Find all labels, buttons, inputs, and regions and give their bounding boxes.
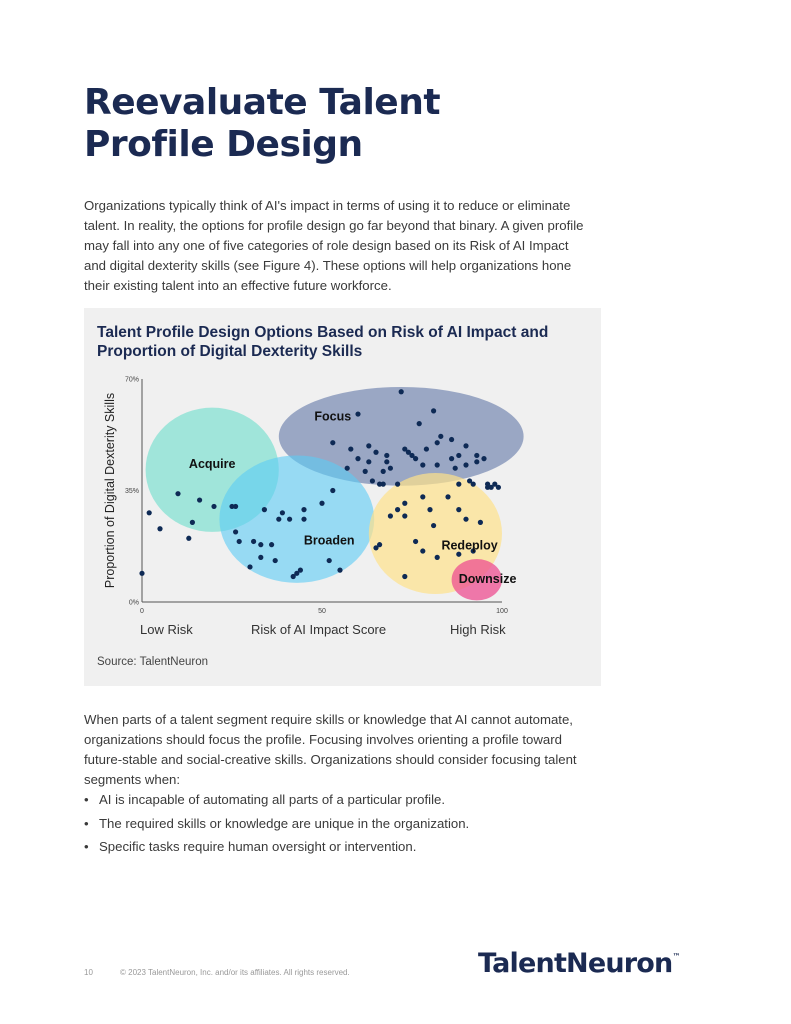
data-point xyxy=(402,501,407,506)
y-tick-label: 0% xyxy=(128,599,139,607)
data-point xyxy=(463,462,468,467)
data-point xyxy=(402,513,407,518)
figure-title-line-1: Talent Profile Design Options Based on Risk of AI Impact and xyxy=(97,324,549,341)
data-point xyxy=(247,564,252,569)
high-risk-label: High Risk xyxy=(450,622,506,637)
data-point xyxy=(298,568,303,573)
data-point xyxy=(330,488,335,493)
data-point xyxy=(445,494,450,499)
data-point xyxy=(420,462,425,467)
data-point xyxy=(276,517,281,522)
data-point xyxy=(237,539,242,544)
data-point xyxy=(402,574,407,579)
zone-broaden xyxy=(219,455,374,582)
data-point xyxy=(478,520,483,525)
data-point xyxy=(474,459,479,464)
data-point xyxy=(424,446,429,451)
data-point xyxy=(157,526,162,531)
data-point xyxy=(197,497,202,502)
talentneuron-logo xyxy=(478,948,680,979)
x-axis-title: Risk of AI Impact Score xyxy=(251,622,387,637)
data-point xyxy=(481,456,486,461)
y-tick-label: 35% xyxy=(124,488,139,495)
data-point xyxy=(474,453,479,458)
zone-label-redeploy: Redeploy xyxy=(441,538,498,553)
data-point xyxy=(438,434,443,439)
data-point xyxy=(463,517,468,522)
data-point xyxy=(301,517,306,522)
y-tick-label: 70% xyxy=(124,376,139,384)
scatter-chart xyxy=(84,308,601,628)
data-point xyxy=(413,456,418,461)
data-point xyxy=(233,529,238,534)
data-point xyxy=(139,571,144,576)
zone-label-downsize: Downsize xyxy=(458,571,517,586)
data-point xyxy=(211,504,216,509)
data-point xyxy=(363,469,368,474)
intro-paragraph: Organizations typically think of AI's impact in terms of using it to reduce or eliminate talent. In reality, the options for profile design go far beyond that binary. A given profile may fall into any one of five categories of role design based on its Risk of AI Impact and digital dexterity skills (see Figure 4). These options will help organizations hone their existing talent into an effective future workforce. xyxy=(84,198,584,293)
data-point xyxy=(273,558,278,563)
data-point xyxy=(485,485,490,490)
data-point xyxy=(370,478,375,483)
page-number: 10 xyxy=(84,968,93,977)
low-risk-label: Low Risk xyxy=(140,622,193,637)
data-point xyxy=(190,520,195,525)
zone-label-broaden: Broaden xyxy=(303,533,355,548)
data-point xyxy=(456,453,461,458)
data-point xyxy=(269,542,274,547)
logo-text: TalentNeuron xyxy=(478,948,673,979)
data-point xyxy=(435,440,440,445)
data-point xyxy=(377,542,382,547)
data-point xyxy=(337,568,342,573)
data-point xyxy=(435,555,440,560)
data-point xyxy=(384,459,389,464)
x-tick-label: 50 xyxy=(318,608,326,615)
focus-criteria-list xyxy=(84,790,469,861)
data-point xyxy=(456,482,461,487)
data-point xyxy=(427,507,432,512)
data-point xyxy=(395,482,400,487)
figure-4 xyxy=(84,308,601,686)
data-point xyxy=(413,539,418,544)
data-point xyxy=(348,446,353,451)
trademark-mark: ™ xyxy=(672,952,681,961)
data-point xyxy=(355,411,360,416)
data-point xyxy=(381,469,386,474)
data-point xyxy=(355,456,360,461)
list-item: • Specific tasks require human oversight or intervention. xyxy=(84,837,469,857)
data-point xyxy=(381,482,386,487)
data-point xyxy=(453,466,458,471)
y-axis-title: Proportion of Digital Dexterity Skills xyxy=(103,392,117,589)
x-tick-label: 0 xyxy=(140,608,144,615)
zone-label-acquire: Acquire xyxy=(188,457,236,472)
data-point xyxy=(388,513,393,518)
data-point xyxy=(301,507,306,512)
data-point xyxy=(366,443,371,448)
data-point xyxy=(456,507,461,512)
data-point xyxy=(258,542,263,547)
data-point xyxy=(287,517,292,522)
data-point xyxy=(449,437,454,442)
data-point xyxy=(327,558,332,563)
data-point xyxy=(395,507,400,512)
list-item: • The required skills or knowledge are unique in the organization. xyxy=(84,814,469,834)
focus-paragraph: When parts of a talent segment require skills or knowledge that AI cannot automate, organizations should focus the profile. Focusing involves orienting a profile toward future-stable and social-creative skills. Organizations should consider focusing talent segments when: xyxy=(84,712,577,787)
data-point xyxy=(175,491,180,496)
page-title-line-1: Reevaluate Talent xyxy=(84,82,441,123)
page-title-line-2: Profile Design xyxy=(84,124,363,165)
data-point xyxy=(251,539,256,544)
data-point xyxy=(399,389,404,394)
data-point xyxy=(345,466,350,471)
data-point xyxy=(402,446,407,451)
data-point xyxy=(388,466,393,471)
data-point xyxy=(431,408,436,413)
data-point xyxy=(384,453,389,458)
copyright-notice: © 2023 TalentNeuron, Inc. and/or its affiliates. All rights reserved. xyxy=(120,968,350,977)
data-point xyxy=(262,507,267,512)
data-point xyxy=(319,501,324,506)
figure-source: Source: TalentNeuron xyxy=(97,656,209,668)
data-point xyxy=(420,548,425,553)
page-title xyxy=(84,82,440,166)
data-point xyxy=(373,450,378,455)
data-point xyxy=(420,494,425,499)
data-point xyxy=(330,440,335,445)
data-point xyxy=(471,482,476,487)
data-point xyxy=(435,462,440,467)
data-point xyxy=(147,510,152,515)
data-point xyxy=(186,536,191,541)
x-tick-label: 100 xyxy=(496,608,508,615)
data-point xyxy=(496,485,501,490)
data-point xyxy=(233,504,238,509)
data-point xyxy=(431,523,436,528)
data-point xyxy=(258,555,263,560)
zone-label-focus: Focus xyxy=(314,409,352,424)
data-point xyxy=(417,421,422,426)
data-point xyxy=(280,510,285,515)
data-point xyxy=(463,443,468,448)
data-point xyxy=(449,456,454,461)
figure-title-line-2: Proportion of Digital Dexterity Skills xyxy=(97,342,363,360)
data-point xyxy=(366,459,371,464)
list-item: • AI is incapable of automating all parts of a particular profile. xyxy=(84,790,469,810)
